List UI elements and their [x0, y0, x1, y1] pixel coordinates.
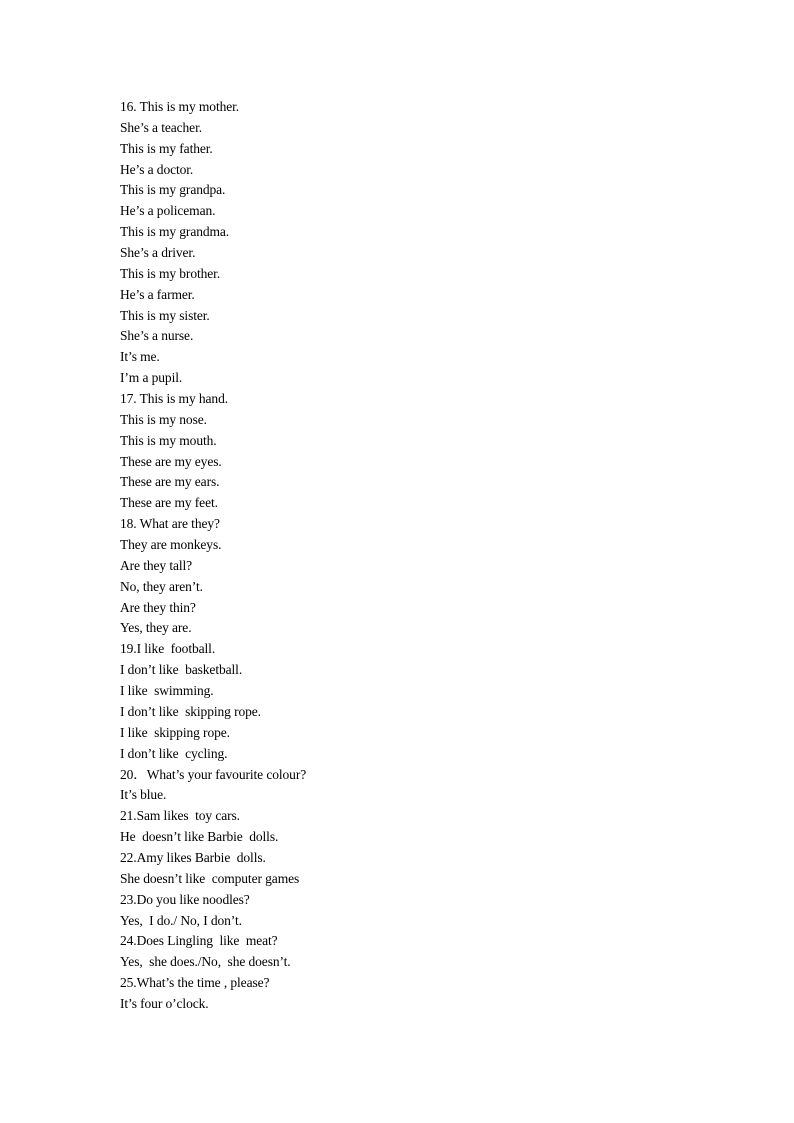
text-line: This is my grandpa. [120, 182, 226, 198]
text-line: 24.Does Lingling like meat? [120, 933, 278, 949]
text-line: This is my mouth. [120, 432, 217, 448]
text-line: She’s a driver. [120, 245, 196, 261]
text-line: He’s a policeman. [120, 203, 216, 219]
text-line: 23.Do you like noodles? [120, 891, 250, 907]
text-line: She’s a nurse. [120, 328, 194, 344]
text-line: He doesn’t like Barbie dolls. [120, 829, 279, 845]
text-line: I like swimming. [120, 683, 214, 699]
text-line: Yes, I do./ No, I don’t. [120, 912, 242, 928]
text-line: They are monkeys. [120, 537, 222, 553]
text-line: It’s blue. [120, 787, 167, 803]
text-line: Are they tall? [120, 557, 193, 573]
text-line: This is my grandma. [120, 224, 230, 240]
text-line: This is my nose. [120, 411, 207, 427]
text-line: These are my eyes. [120, 453, 222, 469]
text-line: 22.Amy likes Barbie dolls. [120, 849, 266, 865]
text-line: This is my brother. [120, 265, 221, 281]
text-line: 21.Sam likes toy cars. [120, 808, 240, 824]
text-line: 16. This is my mother. [120, 99, 240, 114]
text-line: It’s me. [120, 349, 160, 365]
text-line: 25.What’s the time , please? [120, 975, 270, 991]
text-line: 20．What’s your favourite colour? [120, 766, 307, 782]
text-line: No, they aren’t. [120, 578, 203, 594]
text-line: These are my ears. [120, 474, 220, 490]
text-line: I like skipping rope. [120, 724, 230, 740]
text-line: He’s a doctor. [120, 161, 194, 177]
document-body [120, 97, 680, 1015]
text-line: Yes, they are. [120, 620, 192, 636]
text-line: I don’t like skipping rope. [120, 703, 261, 719]
text-line: I don’t like basketball. [120, 662, 243, 678]
text-line: I’m a pupil. [120, 370, 183, 386]
text-line: She’s a teacher. [120, 119, 202, 135]
text-line: Are they thin? [120, 599, 196, 615]
text-line: Yes, she does./No, she doesn’t. [120, 954, 291, 970]
text-line: He’s a farmer. [120, 286, 195, 302]
text-line: 17. This is my hand. [120, 391, 229, 407]
text-line: I don’t like cycling. [120, 745, 228, 761]
text-line: She doesn’t like computer games [120, 870, 300, 886]
text-line: This is my father. [120, 140, 213, 156]
text-line: These are my feet. [120, 495, 218, 511]
text-line: 18. What are they? [120, 516, 220, 532]
text-line: 19.I like football. [120, 641, 216, 657]
text-line: This is my sister. [120, 307, 210, 323]
text-line: It’s four o’clock. [120, 995, 209, 1011]
